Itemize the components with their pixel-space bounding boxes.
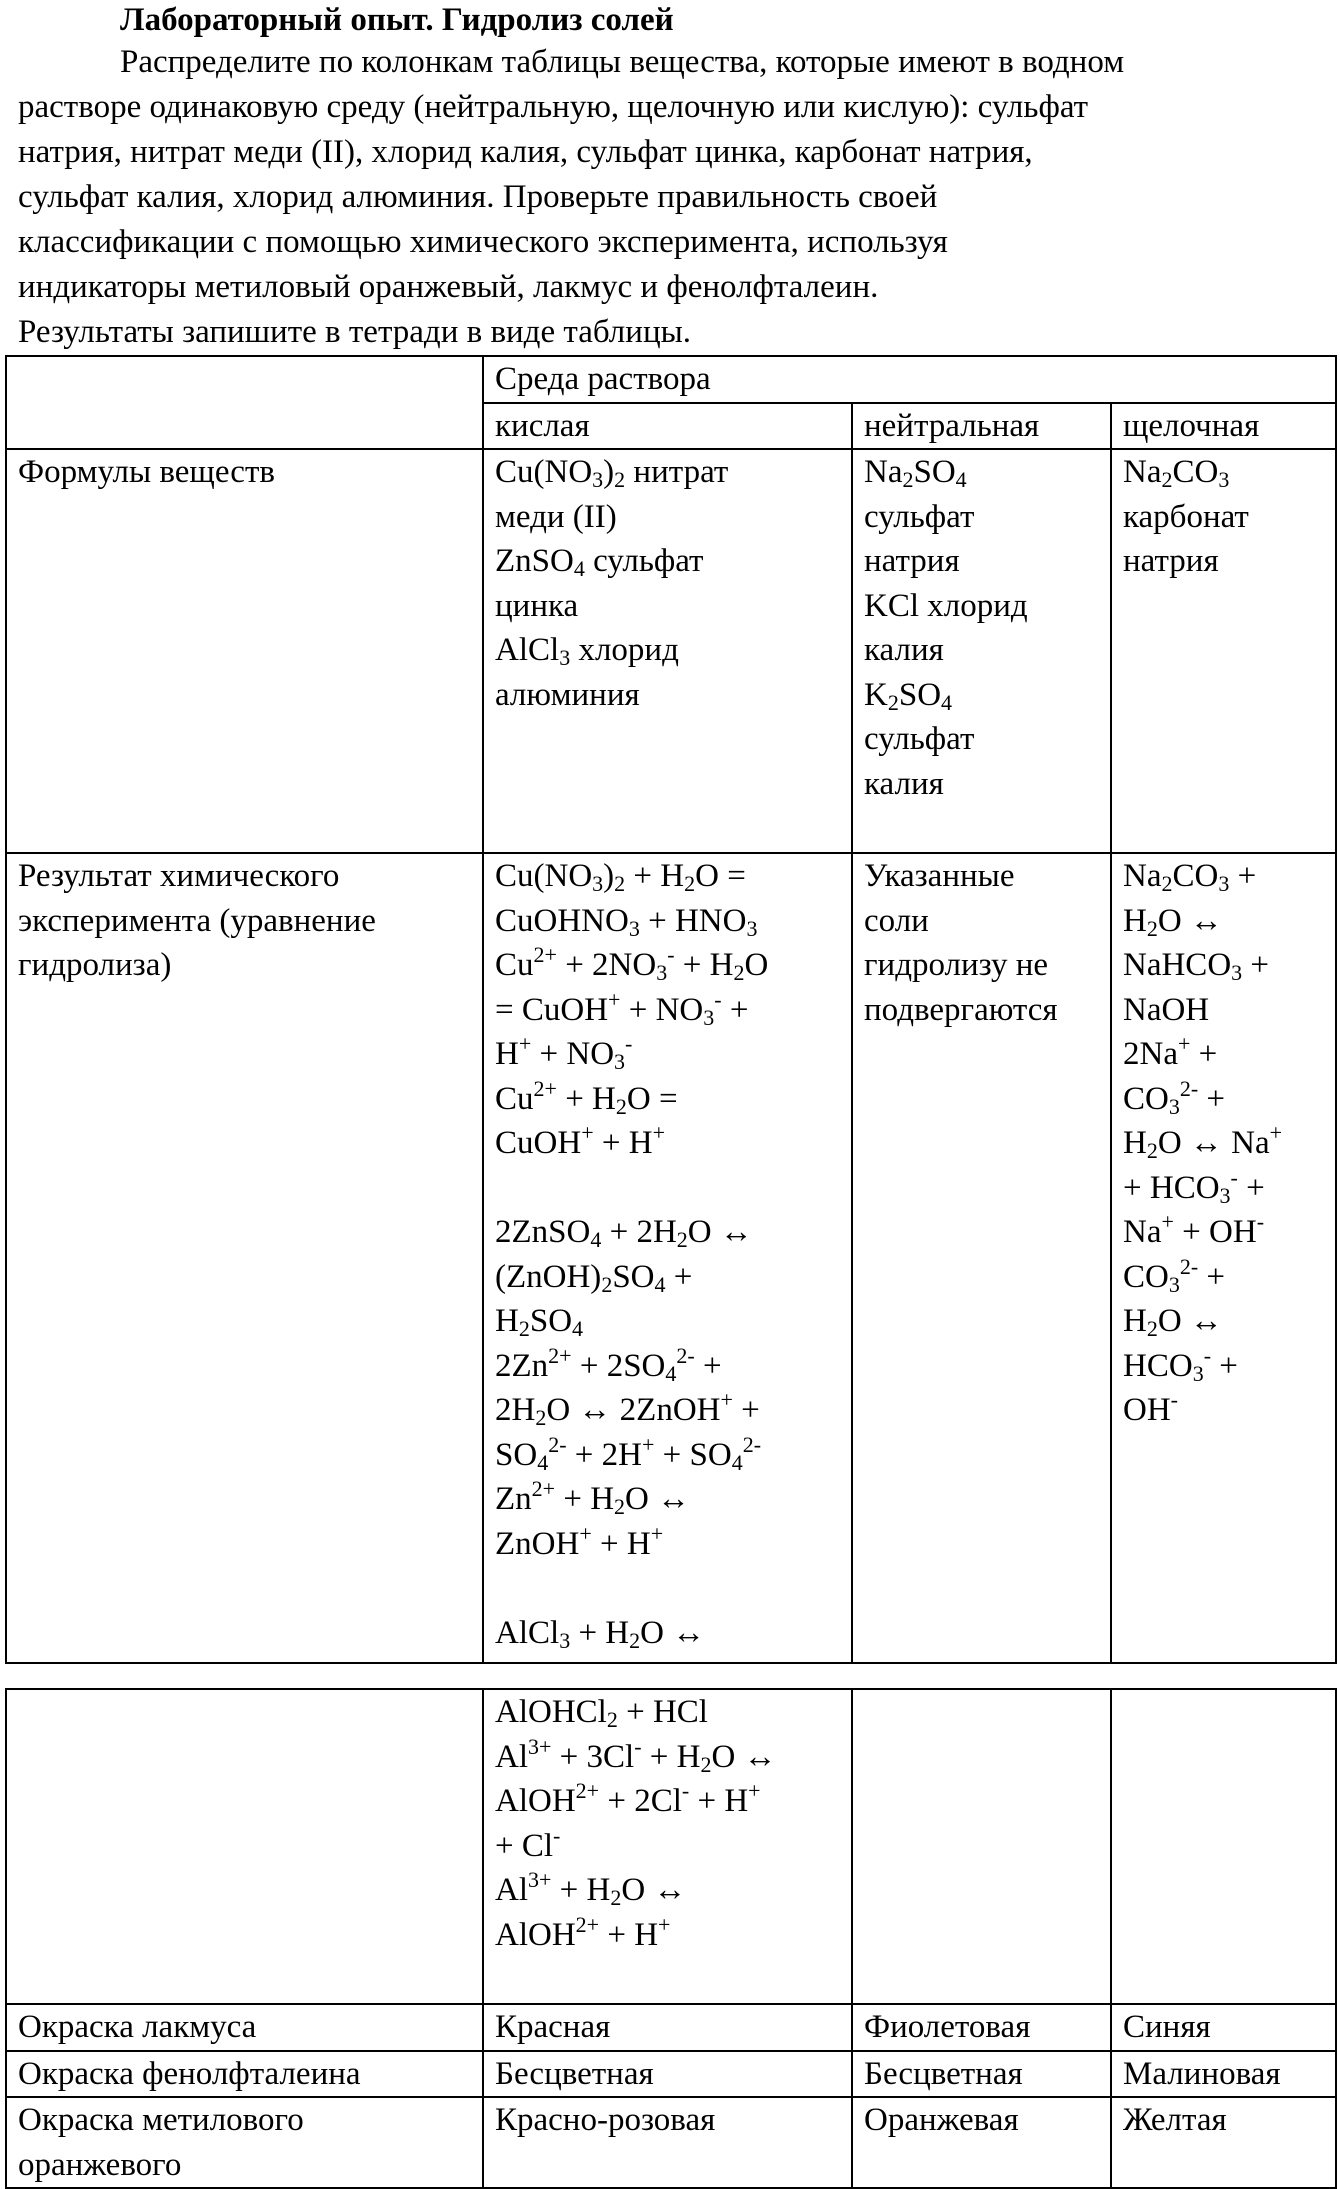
continuation-empty-cell [6,1689,483,2004]
intro-line: растворе одинаковую среду (нейтральную, щелочную или кислую): сульфат [18,89,1089,125]
text-line: гидролиза) [18,947,172,983]
methyl-acid: Красно-розовая [483,2097,852,2188]
text-line: оранжевого [18,2146,182,2183]
formula-line: алюминия [495,676,640,713]
equation-line: NaOH [1123,991,1210,1028]
formula-line: цинка [495,587,579,624]
formula-line: KCl хлорид [864,587,1028,624]
formulas-alkaline-cell [1111,449,1336,853]
intro-line: классификации с помощью химического эксперимента, используя [18,224,948,260]
equation-line: $HCO_3^-$ + [1123,1342,1238,1386]
text-line: Указанные [864,858,1015,894]
header-acid: кислая [483,403,852,450]
formula-line: сульфат [864,498,975,535]
text-line: соли [864,902,929,939]
intro-line: натрия, нитрат меди (II), хлорид калия, сульфат цинка, карбонат натрия, [18,134,1033,170]
litmus-alkaline: Синяя [1111,2004,1336,2051]
equation-line: ZnOH+ + H+ [495,1520,664,1562]
phenol-neutral: Бесцветная [852,2051,1111,2098]
header-group-cell: Среда раствора [483,356,1336,403]
equations-acid-continued-cell [483,1689,852,2004]
equation-line: $(ZnOH)_2SO_4$ + [495,1258,693,1297]
formula-line: ZnSO$_4$ сульфат [495,543,704,581]
equation-line: $Na_2CO_3$ + [1123,858,1257,896]
equation-line: $Cu^{2+} + 2NO_3^- + H_2O$ [495,942,769,985]
formula-line: AlCl$_3$ хлорид [495,632,679,670]
formula-line: сульфат [864,721,975,757]
equation-line: AlOHCl$_2$ + HCl [495,1694,708,1732]
text-line: эксперимента (уравнение [18,902,376,939]
formula-line: $Na_2SO_4$ [864,454,967,492]
equation-line: $H_2SO_4$ [495,1303,584,1341]
equations-neutral-cell [852,853,1111,1663]
formula-line: $Cu(NO_3)_2$ нитрат [495,454,729,492]
equation-line: AlOH$^{2+}$ + H+ [495,1911,671,1953]
phenol-acid: Бесцветная [483,2051,852,2098]
formulas-acid-cell [483,449,852,853]
litmus-acid: Красная [483,2004,852,2051]
row-litmus-label: Окраска лакмуса [6,2004,483,2051]
equation-line: $H_2O$ ↔ Na+ [1123,1120,1283,1163]
equation-line: AlOH$^{2+}$ + 2Cl- + H+ [495,1778,761,1819]
phenol-alkaline: Малиновая [1111,2051,1336,2098]
formula-line: натрия [1123,543,1219,579]
intro-paragraph [18,40,1323,355]
text-line: Результат химического [18,858,340,894]
equation-line: AlCl$_3$ + $H_2O$ ↔ [495,1614,706,1653]
row-methyl-label [6,2097,483,2188]
equation-line: $2Zn^{2+} + 2SO_4^{2-}$ + [495,1342,722,1386]
equation-line: OH- [1123,1387,1178,1428]
equation-line: $H_2O$ ↔ [1123,1303,1223,1341]
row-phenol-label: Окраска фенолфталеина [6,2051,483,2098]
text-line: Окраска метилового [18,2102,304,2138]
formula-line: карбонат [1123,498,1249,535]
equation-line: $Al^{3+} + H_2O$ ↔ [495,1867,687,1910]
methyl-alkaline: Желтая [1111,2097,1336,2188]
continuation-neutral-empty [852,1689,1111,2004]
equation-line: $SO_4^{2-} + 2H^+ + SO_4^{2-}$ [495,1431,762,1475]
methyl-neutral: Оранжевая [852,2097,1111,2188]
equation-line: $CO_3^{2-}$ + [1123,1075,1226,1119]
formula-line: $Na_2CO_3$ [1123,454,1230,492]
continuation-alkaline-empty [1111,1689,1336,2004]
intro-line: Распределите по колонкам таблицы вещества, которые имеют в водном [120,44,1125,80]
equation-line: 2Na+ + [1123,1031,1218,1072]
text-line: подвергаются [864,991,1058,1028]
equation-line: $Cu(NO_3)_2 + H_2O$ = [495,858,746,896]
intro-line: индикаторы метиловый оранжевый, лакмус и фенолфталеин. [18,269,879,305]
equation-line: CuOH+ + H+ [495,1120,665,1161]
equation-line: $H_2O$ ↔ [1123,902,1223,941]
header-neutral: нейтральная [852,403,1111,450]
equation-line: 2ZnSO$_4$ + $2H_2O$ ↔ [495,1214,753,1252]
hydrolysis-table-part1 [5,355,1337,1664]
formula-line: меди (II) [495,498,617,535]
equation-line: + Cl- [495,1822,561,1864]
equation-line: $Cu^{2+} + H_2O$ = [495,1075,678,1119]
equations-acid-cell [483,853,852,1663]
formula-line: $K_2SO_4$ [864,676,953,715]
page-title: Лабораторный опыт. Гидролиз солей [120,2,674,38]
equation-line: $Al^{3+} + 3Cl^- + H_2O$ ↔ [495,1733,777,1777]
equation-line: Na+ + OH- [1123,1209,1265,1250]
formulas-neutral-cell [852,449,1111,853]
equation-line: $CO_3^{2-}$ + [1123,1253,1226,1297]
intro-line: сульфат калия, хлорид алюминия. Проверьте правильность своей [18,179,938,215]
litmus-neutral: Фиолетовая [852,2004,1111,2051]
intro-line: Результаты запишите в тетради в виде таблицы. [18,314,692,350]
equation-line: + $HCO_3^-$ + [1123,1164,1265,1208]
row-formulas-label: Формулы веществ [6,449,483,853]
formula-line: натрия [864,543,960,579]
equation-line: $Zn^{2+} + H_2O$ ↔ [495,1476,691,1519]
equation-line: CuOHNO$_3$ + $HNO_3$ [495,902,758,941]
equation-line: NaHCO$_3$ + [1123,947,1270,985]
text-line: гидролизу не [864,947,1049,983]
equation-line: $H^+ + NO_3^-$ [495,1031,633,1074]
equation-line: = CuOH+ + $NO_3^-$ + [495,986,749,1030]
equation-line: $2H_2O$ ↔ 2ZnOH+ + [495,1387,760,1430]
equations-alkaline-cell [1111,853,1336,1663]
formula-line: калия [864,765,944,802]
hydrolysis-table-part2 [5,1688,1337,2189]
header-alkaline: щелочная [1111,403,1336,450]
header-empty-cell [6,356,483,449]
row-result-label [6,853,483,1663]
formula-line: калия [864,632,944,668]
